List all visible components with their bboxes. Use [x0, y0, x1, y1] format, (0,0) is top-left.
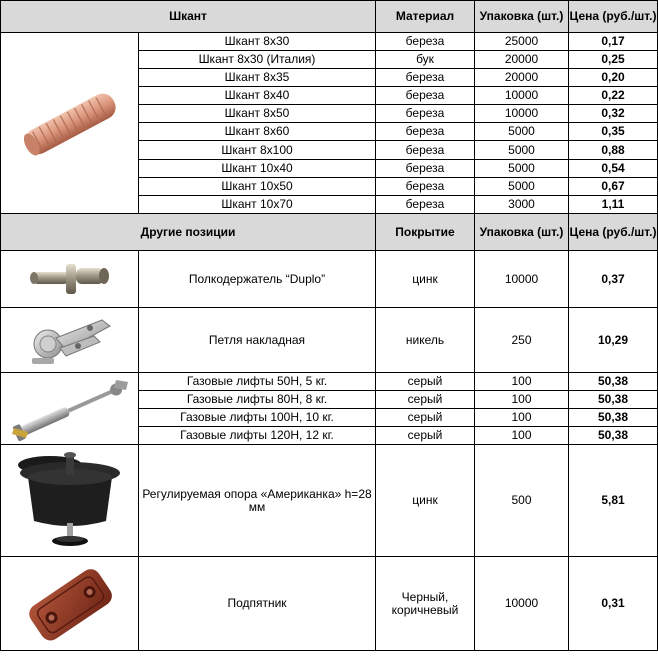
- dowel-pack: 5000: [475, 178, 569, 196]
- hinge-image-cell: [1, 308, 139, 373]
- item-coating: никель: [376, 308, 475, 373]
- thrust-bearing-image-cell: [1, 557, 139, 651]
- dowel-pack: 20000: [475, 51, 569, 69]
- dowel-pack: 5000: [475, 160, 569, 178]
- table-row: [1, 33, 658, 51]
- overlay-hinge-icon: [20, 310, 120, 370]
- item-name: Полкодержатель “Duplo”: [139, 251, 376, 308]
- dowel-name: Шкант 8х30 (Италия): [139, 51, 376, 69]
- item-coating: Черный, коричневый: [376, 557, 475, 651]
- item-pack: 250: [475, 308, 569, 373]
- item-coating: серый: [376, 373, 475, 391]
- item-coating: цинк: [376, 251, 475, 308]
- item-price: 10,29: [569, 308, 658, 373]
- item-pack: 10000: [475, 251, 569, 308]
- dowel-price: 0,35: [569, 123, 658, 141]
- item-name: Газовые лифты 120Н, 12 кг.: [139, 427, 376, 445]
- dowel-material: бук: [376, 51, 475, 69]
- shelf-support-icon: [20, 254, 120, 304]
- dowel-pack: 20000: [475, 69, 569, 87]
- dowel-header-pack: Упаковка (шт.): [475, 1, 569, 33]
- other-header-row: [1, 214, 658, 251]
- dowel-pack: 25000: [475, 33, 569, 51]
- dowel-material: береза: [376, 123, 475, 141]
- dowel-price: 0,88: [569, 141, 658, 160]
- dowel-price: 0,54: [569, 160, 658, 178]
- dowel-material: береза: [376, 105, 475, 123]
- item-coating: серый: [376, 427, 475, 445]
- thrust-bearing-icon: [15, 561, 125, 647]
- item-price: 50,38: [569, 373, 658, 391]
- dowel-name: Шкант 8х30: [139, 33, 376, 51]
- table-row: [1, 445, 658, 557]
- dowel-header-material: Материал: [376, 1, 475, 33]
- dowel-price: 0,25: [569, 51, 658, 69]
- adjustable-foot-icon: [10, 447, 130, 555]
- item-name: Петля накладная: [139, 308, 376, 373]
- dowel-material: береза: [376, 69, 475, 87]
- item-name: Газовые лифты 100Н, 10 кг.: [139, 409, 376, 427]
- table-row: [1, 308, 658, 373]
- item-coating: серый: [376, 409, 475, 427]
- dowel-name: Шкант 10х70: [139, 196, 376, 214]
- table-row: [1, 251, 658, 308]
- wooden-dowel-icon: [11, 83, 129, 163]
- item-name: Регулируемая опора «Американка» h=28 мм: [139, 445, 376, 557]
- adjustable-foot-image-cell: [1, 445, 139, 557]
- dowel-name: Шкант 8х50: [139, 105, 376, 123]
- dowel-name: Шкант 8х60: [139, 123, 376, 141]
- shelf-support-image-cell: [1, 251, 139, 308]
- item-pack: 100: [475, 427, 569, 445]
- item-price: 5,81: [569, 445, 658, 557]
- dowel-material: береза: [376, 196, 475, 214]
- dowel-price: 0,32: [569, 105, 658, 123]
- dowel-name: Шкант 8х35: [139, 69, 376, 87]
- item-price: 50,38: [569, 409, 658, 427]
- gas-lift-icon: [8, 376, 132, 442]
- dowel-material: береза: [376, 33, 475, 51]
- item-name: Газовые лифты 50Н, 5 кг.: [139, 373, 376, 391]
- dowel-material: береза: [376, 87, 475, 105]
- dowel-price: 1,11: [569, 196, 658, 214]
- dowel-header-name: Шкант: [1, 1, 376, 33]
- dowel-pack: 5000: [475, 141, 569, 160]
- item-coating: серый: [376, 391, 475, 409]
- item-pack: 100: [475, 391, 569, 409]
- item-pack: 100: [475, 373, 569, 391]
- dowel-pack: 10000: [475, 87, 569, 105]
- item-price: 0,31: [569, 557, 658, 651]
- dowel-name: Шкант 10х40: [139, 160, 376, 178]
- table-row: [1, 373, 658, 391]
- item-name: Газовые лифты 80Н, 8 кг.: [139, 391, 376, 409]
- dowel-material: береза: [376, 141, 475, 160]
- item-price: 50,38: [569, 391, 658, 409]
- item-pack: 10000: [475, 557, 569, 651]
- dowel-pack: 10000: [475, 105, 569, 123]
- item-coating: цинк: [376, 445, 475, 557]
- dowel-name: Шкант 8х40: [139, 87, 376, 105]
- dowel-name: Шкант 8х100: [139, 141, 376, 160]
- gas-lift-image-cell: [1, 373, 139, 445]
- dowel-name: Шкант 10х50: [139, 178, 376, 196]
- dowel-pack: 5000: [475, 123, 569, 141]
- item-pack: 100: [475, 409, 569, 427]
- dowel-material: береза: [376, 178, 475, 196]
- dowel-image-cell: [1, 33, 139, 214]
- item-price: 50,38: [569, 427, 658, 445]
- table-row: [1, 557, 658, 651]
- dowel-price: 0,22: [569, 87, 658, 105]
- other-header-pack: Упаковка (шт.): [475, 214, 569, 251]
- dowel-price: 0,67: [569, 178, 658, 196]
- dowel-pack: 3000: [475, 196, 569, 214]
- item-pack: 500: [475, 445, 569, 557]
- other-header-price: Цена (руб./шт.): [569, 214, 658, 251]
- item-name: Подпятник: [139, 557, 376, 651]
- dowel-price: 0,20: [569, 69, 658, 87]
- dowel-header-row: [1, 1, 658, 33]
- item-price: 0,37: [569, 251, 658, 308]
- other-header-name: Другие позиции: [1, 214, 376, 251]
- dowel-material: береза: [376, 160, 475, 178]
- dowel-header-price: Цена (руб./шт.): [569, 1, 658, 33]
- dowel-price: 0,17: [569, 33, 658, 51]
- other-header-coating: Покрытие: [376, 214, 475, 251]
